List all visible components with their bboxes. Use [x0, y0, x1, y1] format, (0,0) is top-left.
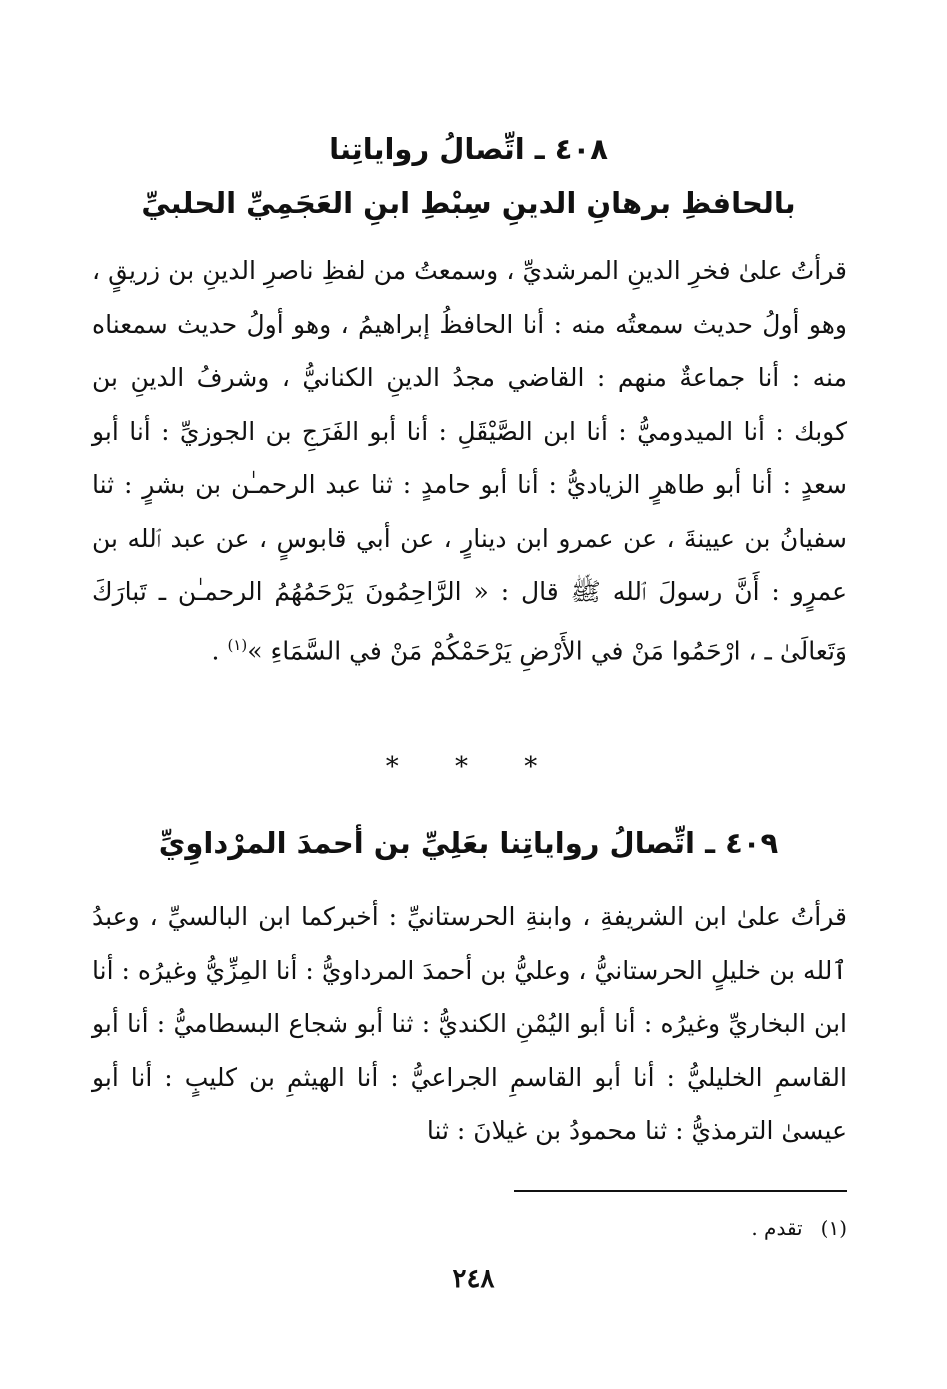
footnote	[400, 1212, 847, 1244]
page-number: ٢٤٨	[452, 1264, 495, 1294]
footnote-number: (١)	[820, 1216, 847, 1240]
section-408-text-end: .	[211, 635, 228, 665]
footnote-marker: (١)	[227, 635, 248, 654]
footnote-text: تقدم .	[751, 1216, 803, 1240]
section-408-text: قرأتُ علىٰ فخرِ الدينِ المرشديِّ ، وسمعتُ من لفظِ ناصرِ الدينِ بن زريقٍ ، وهو أولُ حديث سمعتُه منه : أنا الحافظُ إبراهيمُ ، وهو أولُ حديث سمعناه منه : أنا جماعةٌ منهم : القاضي مجدُ الدينِ الكنانيُّ ، وشرفُ الدينِ بن كوبك : أنا الميدوميُّ : أنا ابن الصَّيْقَلِ : أنا أبو الفَرَجِ بن الجوزيِّ : أنا أبو سعدٍ : أنا أبو طاهرٍ الزياديُّ : أنا أبو حامدٍ : ثنا عبد الرحمـٰن بن بشرٍ : ثنا سفيانُ بن عيينةَ ، عن عمرو ابن دينارٍ ، عن أبي قابوسٍ ، عن عبد ٱلله بن عمرٍو : أَنَّ رسولَ ٱلله ﷺ قال : « الرَّاحِمُونَ يَرْحَمُهُمُ الرحمـٰن ـ تَبارَكَ وَتَعالَىٰ ـ ، ارْحَمُوا مَنْ في الأَرْضِ يَرْحَمْكُمْ مَنْ في السَّمَاءِ »	[92, 256, 847, 665]
footnote-divider	[514, 1190, 847, 1192]
section-separator: * * *	[385, 752, 562, 782]
section-409-title: ٤٠٩ ـ اتِّصالُ رواياتِنا بعَلِيِّ بن أحمدَ المرْداوِيِّ	[158, 826, 779, 860]
section-409-body: قرأتُ علىٰ ابن الشريفةِ ، وابنةِ الحرستانيِّ : أخبركما ابن البالسيِّ ، وعبدُ ٱلله بن خليلٍ الحرستانيُّ ، وعليُّ بن أحمدَ المرداويُّ : أنا المِزِّيُّ وغيرُه : أنا ابن البخاريِّ وغيرُه : أنا أبو اليُمْنِ الكنديُّ : ثنا أبو شجاع البسطاميُّ : أنا أبو القاسمِ الخليليُّ : أنا أبو القاسمِ الجراعيُّ : أنا الهيثمِ بن كليبٍ : أنا أبو عيسىٰ الترمذيُّ : ثنا محمودُ بن غيلانَ : ثنا	[92, 902, 847, 1145]
section-408-title-line2: بالحافظِ برهانِ الدينِ سِبْطِ ابنِ العَجَمِيِّ الحلبيِّ	[141, 186, 796, 220]
section-408-title-line1: ٤٠٨ ـ اتِّصالُ رواياتِنا	[329, 132, 608, 166]
section-408-body	[92, 244, 847, 677]
